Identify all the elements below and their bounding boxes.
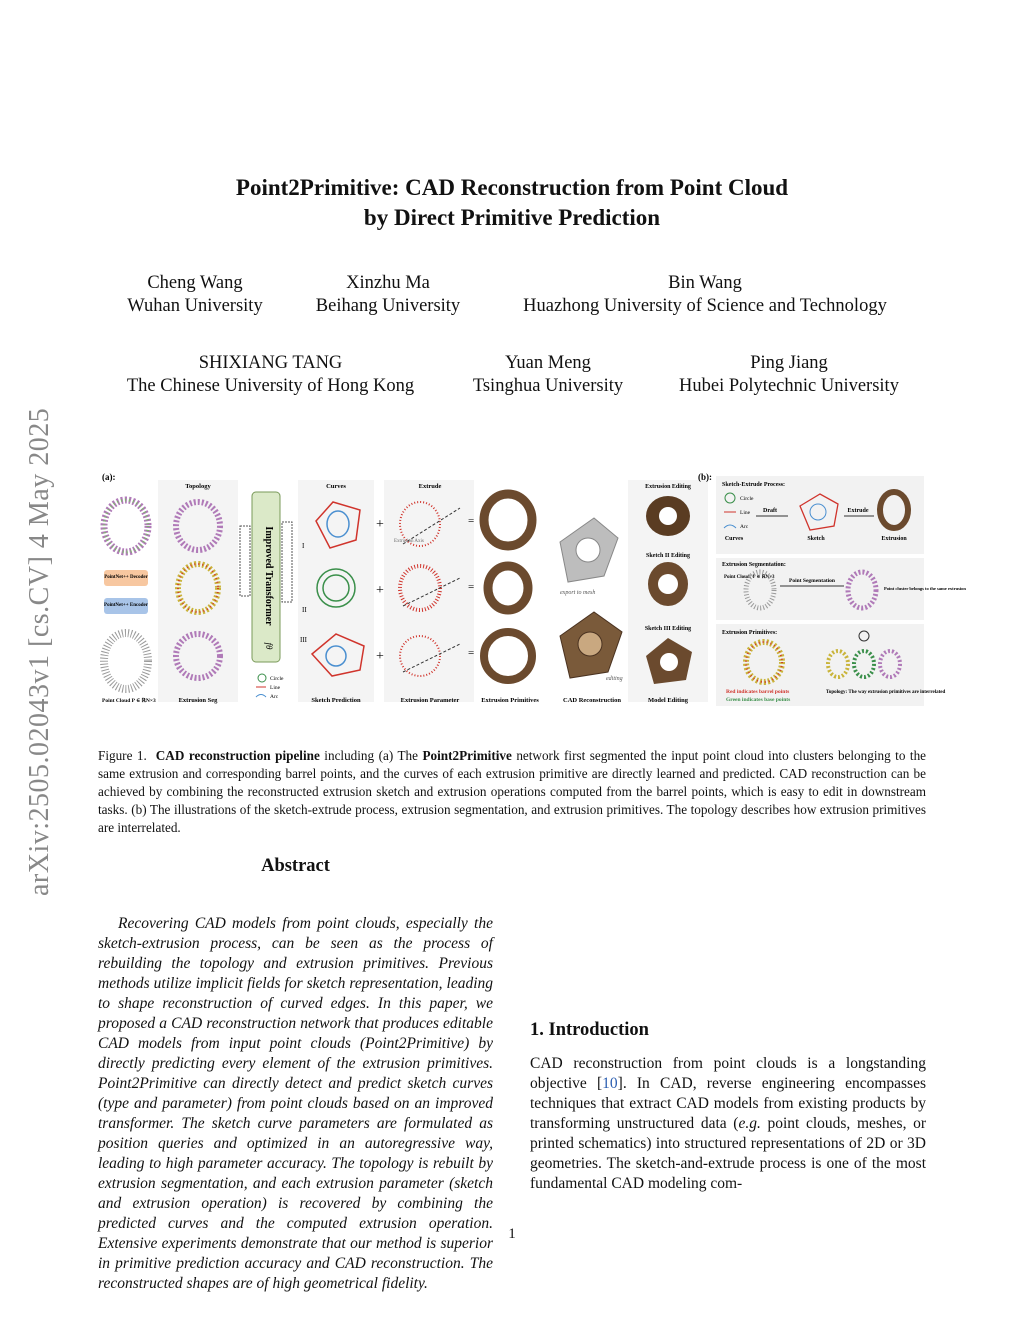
citation-link[interactable]: 10	[602, 1075, 618, 1092]
intro-text	[530, 1054, 926, 1194]
author-name: Cheng Wang	[147, 273, 243, 293]
author-name: Bin Wang	[668, 273, 742, 293]
export-mesh-label: export to mesh	[560, 590, 596, 596]
caption-text-1: including (a) The	[319, 748, 423, 763]
author-block	[95, 272, 295, 318]
legend-circle-label: Circle	[270, 676, 284, 682]
f-theta-label: fθ	[264, 642, 274, 650]
author-block	[458, 352, 638, 398]
edited-model-1-hole	[659, 507, 677, 525]
author-block	[108, 352, 433, 398]
equals-2: =	[468, 581, 475, 593]
encoder-label: PointNet++ Encoder	[104, 603, 148, 608]
author-name: SHIXIANG TANG	[198, 353, 343, 373]
b-curves-label: Curves	[724, 536, 744, 542]
extrude-label: Extrude	[418, 483, 442, 490]
author-block	[298, 272, 478, 318]
b-arc-label: Arc	[740, 524, 749, 530]
mesh-hole	[576, 538, 600, 562]
sketch-2-roman: II	[302, 606, 307, 614]
segmentation-heading: Extrusion Segmentation:	[722, 562, 786, 568]
intro-eg: e.g.	[738, 1115, 761, 1132]
extrusion-editing-label: Extrusion Editing	[645, 484, 691, 490]
b-extrusion-label: Extrusion	[881, 536, 907, 542]
sketch-extrude-heading: Sketch-Extrude Process:	[722, 482, 786, 488]
author-block	[660, 352, 918, 398]
curves-label: Curves	[326, 483, 346, 490]
topology-strip	[158, 480, 238, 702]
author-name: Xinzhu Ma	[346, 273, 430, 293]
decoder-label: PointNet++ Decoder	[104, 575, 148, 580]
model-editing-label: Model Editing	[648, 697, 688, 704]
caption-bold-2: Point2Primitive	[422, 748, 512, 763]
author-name: Ping Jiang	[750, 353, 828, 373]
caption-bold-1: CAD reconstruction pipeline	[155, 748, 320, 763]
figure-1	[98, 466, 966, 710]
point-cloud-label: Point Cloud P ∈ ℝN×3	[102, 698, 156, 704]
panel-b-label: (b):	[698, 472, 712, 482]
author-name: Yuan Meng	[505, 353, 591, 373]
b-circle-label: Circle	[740, 496, 754, 502]
edited-model-2-hole	[658, 574, 678, 594]
sketch-1-roman: I	[302, 542, 305, 550]
editing-label: editing	[606, 676, 623, 682]
draft-label: Draft	[763, 508, 777, 514]
cad-model-hole	[578, 632, 602, 656]
caption-text-2: network first segmented the input point cloud into clusters belonging to the same extrusion and corresponding barrel points, and the curves of each extrusion primitive are directly learned and predicted. CAD reconstruction can be achieved by combining the reconstructed extrusion sketch and extrusion operations computed from the barrel points, which is easy to edit in downstream tasks. (b) The illustrations of the sketch-extrude process, extrusion segmentation, and extrusion primitives. The topology describes how extrusion primitives are interrelated.	[98, 748, 927, 835]
sketch-prediction-label: Sketch Prediction	[311, 697, 361, 704]
extrusion-primitives-label: Extrusion Primitives	[481, 697, 539, 704]
paper-title-line-2: by Direct Primitive Prediction	[363, 205, 661, 230]
primitives-heading: Extrusion Primitives:	[722, 630, 778, 636]
author-affiliation: Tsinghua University	[472, 376, 624, 396]
plus-2: +	[376, 583, 384, 598]
author-block	[500, 272, 910, 318]
cad-reconstruction-label: CAD Reconstruction	[563, 697, 621, 704]
curves-strip	[298, 480, 374, 702]
intro-text-b: ]. In CAD, reverse engineering encompasses techniques that extract CAD models from existing products by transforming unstructured data (	[530, 1075, 926, 1132]
b-point-cloud-label: Point Cloud: P ∈ ℝN×3	[724, 575, 775, 580]
author-affiliation: Huazhong University of Science and Technology	[523, 296, 887, 316]
legend-arc-label: Arc	[270, 694, 279, 700]
legend-line-label: Line	[270, 685, 281, 691]
author-affiliation: Beihang University	[315, 296, 461, 316]
topology-note: Topology: The way extrusion primitives are interrelated	[826, 690, 946, 695]
b-sketch-label: Sketch	[807, 536, 825, 542]
page-number: 1	[508, 1226, 516, 1242]
plus-1: +	[376, 517, 384, 532]
equals-3: =	[468, 647, 475, 659]
transformer-label: Improved Transformer	[263, 526, 274, 626]
sketch3-editing-label: Sketch III Editing	[644, 626, 692, 632]
topology-label: Topology	[185, 483, 211, 490]
cluster-note: Point cluster belongs to the same extrusion	[884, 586, 966, 591]
green-note: Green indicates base points	[726, 697, 791, 703]
equals-1: =	[468, 515, 475, 527]
plus-3: +	[376, 649, 384, 664]
intro-text-a: CAD reconstruction from point clouds is a longstanding objective [	[530, 1055, 926, 1092]
intro-text-c: point clouds, meshes, or printed schematics) into structured representations of 2D or 3D geometries. The sketch-and-extrude process is one of the most fundamental CAD modeling com-	[530, 1115, 926, 1192]
sketch-3-roman: III	[300, 636, 307, 644]
panel-a-label: (a):	[102, 472, 116, 482]
extrusion-parameter-label: Extrusion Parameter	[400, 697, 460, 704]
arxiv-identifier: arXiv:2505.02043v1 [cs.CV] 4 May 2025	[24, 407, 55, 896]
abstract-heading: Abstract	[261, 856, 330, 876]
abstract-text: Recovering CAD models from point clouds, especially the sketch-extrusion process, can be seen as the process of rebuilding the topology and extrusion primitives. Previous methods utilize implicit fields for sketch representation, leading to shape reconstruction of curved edges. In this paper, we proposed a CAD reconstruction network that produces editable CAD models from input point clouds (Point2Primitive) by directly predicting every element of the extrusion primitives. Point2Primitive can directly detect and predict sketch curves (type and parameter) from point clouds based on an improved transformer. The sketch curve parameters are formulated as position queries and optimized in an autoregressive way, leading to high parameter accuracy. The topology is rebuilt by extrusion segmentation, and each extrusion parameter (sketch and extrusion operation) is recovered by combining the predicted curves and the computed extrusion operation. Extensive experiments demonstrate that our method is superior in primitive prediction accuracy and CAD reconstruction. The reconstructed shapes are of high geometrical fidelity.	[98, 915, 493, 1292]
paper-title-line-1: Point2Primitive: CAD Reconstruction from Point Cloud	[235, 175, 789, 200]
author-affiliation: The Chinese University of Hong Kong	[126, 376, 415, 396]
sketch2-editing-label: Sketch II Editing	[645, 553, 691, 559]
figure-caption	[98, 747, 926, 837]
intro-heading: 1. Introduction	[530, 1020, 649, 1040]
caption-label: Figure 1.	[98, 748, 147, 763]
extrusion-seg-label: Extrusion Seg	[178, 697, 218, 704]
extrude-strip	[384, 480, 474, 702]
author-affiliation: Hubei Polytechnic University	[679, 376, 899, 396]
red-note: Red indicates barrel points	[726, 689, 790, 695]
point-segmentation-label: Point Segmentation	[789, 578, 835, 584]
b-line-label: Line	[740, 510, 751, 516]
b-extrude-label: Extrude	[847, 508, 869, 514]
edited-model-3-hole	[660, 653, 678, 671]
author-affiliation: Wuhan University	[127, 296, 263, 316]
extrusion-axis-label-1: Extrusion Axis	[394, 539, 424, 544]
